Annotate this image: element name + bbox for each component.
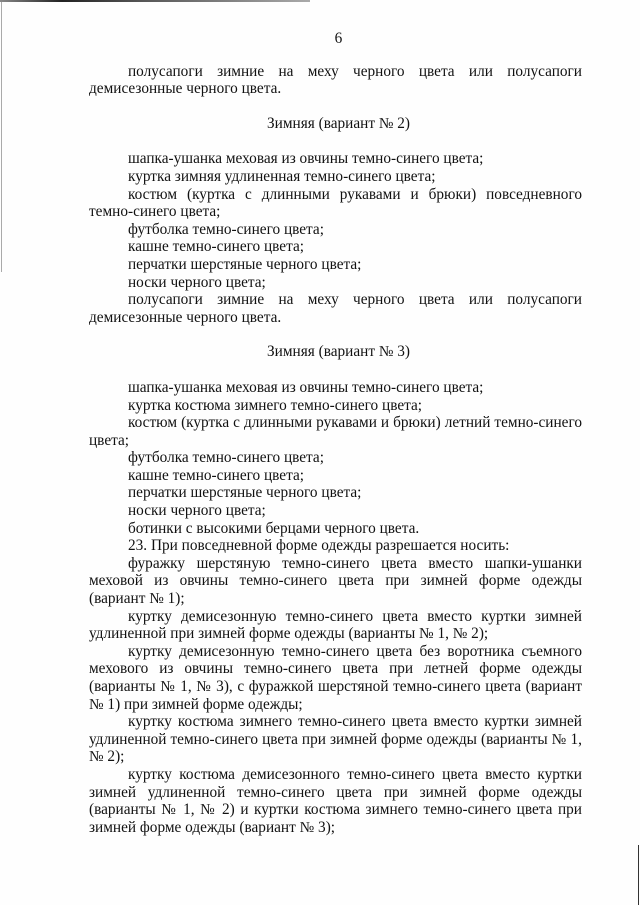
- list-item: костюм (куртка с длинными рукавами и брюки) летний темно-синего цвета;: [89, 414, 582, 449]
- list-item: куртка костюма зимнего темно-синего цвета;: [128, 396, 423, 414]
- list-item: носки черного цвета;: [128, 502, 266, 520]
- list-item: фуражку шерстяную темно-синего цвета вместо шапки-ушанки меховой из овчины темно-синего цвета при зимней форме одежды (вариант № 1);: [89, 554, 582, 608]
- list-item: ботинки с высокими берцами черного цвета.: [128, 519, 420, 537]
- section-winter-variant-3: [89, 343, 582, 537]
- section-heading: Зимняя (вариант № 2): [267, 114, 410, 132]
- list-item: костюм (куртка с длинными рукавами и брюки) повседневного темно-синего цвета;: [89, 185, 582, 221]
- list-item: куртку костюма зимнего темно-синего цвета вместо куртки зимней удлиненной темно-синего цвета при зимней форме одежды (варианты № 1, № 2);: [89, 713, 582, 766]
- list-item: кашне темно-синего цвета;: [128, 238, 304, 256]
- page-number: 6: [334, 30, 343, 47]
- list-item: перчатки шерстяные черного цвета;: [128, 484, 362, 502]
- list-item: шапка-ушанка меховая из овчины темно-синего цвета;: [128, 150, 484, 168]
- list-item: куртку демисезонную темно-синего цвета вместо куртки зимней удлиненной при зимней форме одежды (варианты № 1, № 2);: [89, 607, 582, 643]
- scan-edge-top: [0, 0, 310, 2]
- scan-edge-left: [1, 2, 2, 272]
- document-body: [89, 30, 582, 836]
- list-item: кашне темно-синего цвета;: [128, 466, 304, 484]
- list-item: полусапоги зимние на меху черного цвета или полусапоги демисезонные черного цвета.: [89, 291, 582, 326]
- list-item: шапка-ушанка меховая из овчины темно-синего цвета;: [128, 378, 484, 396]
- section-heading: Зимняя (вариант № 3): [267, 343, 410, 361]
- list-item: куртку костюма демисезонного темно-синего цвета вместо куртки зимней удлиненной темно-синего цвета при зимней форме одежды (варианты № 1, № 2) и куртки костюма зимнего темно-синего цвета при зимней форме одежды (вариант № 3);: [89, 765, 582, 836]
- list-item: футболка темно-синего цвета;: [128, 449, 324, 467]
- clause-intro: 23. При повседневной форме одежды разрешается носить:: [128, 537, 510, 555]
- clause-23: [89, 537, 582, 836]
- section-winter-variant-2: [89, 115, 582, 327]
- list-item: футболка темно-синего цвета;: [128, 220, 324, 238]
- list-item: перчатки шерстяные черного цвета;: [128, 255, 362, 273]
- list-item: носки черного цвета;: [128, 273, 266, 291]
- list-item: куртка зимняя удлиненная темно-синего цвета;: [128, 167, 436, 185]
- intro-paragraph: полусапоги зимние на меху черного цвета или полусапоги демисезонные черного цвета.: [89, 62, 582, 98]
- scan-edge-right: [638, 845, 639, 905]
- list-item: куртку демисезонную темно-синего цвета без воротника съемного мехового из овчины темно-синего цвета при летней форме одежды (варианты № 1, № 3), с фуражкой шерстяной темно-синего цвета (вариант № 1) при зимней форме одежды;: [89, 642, 582, 713]
